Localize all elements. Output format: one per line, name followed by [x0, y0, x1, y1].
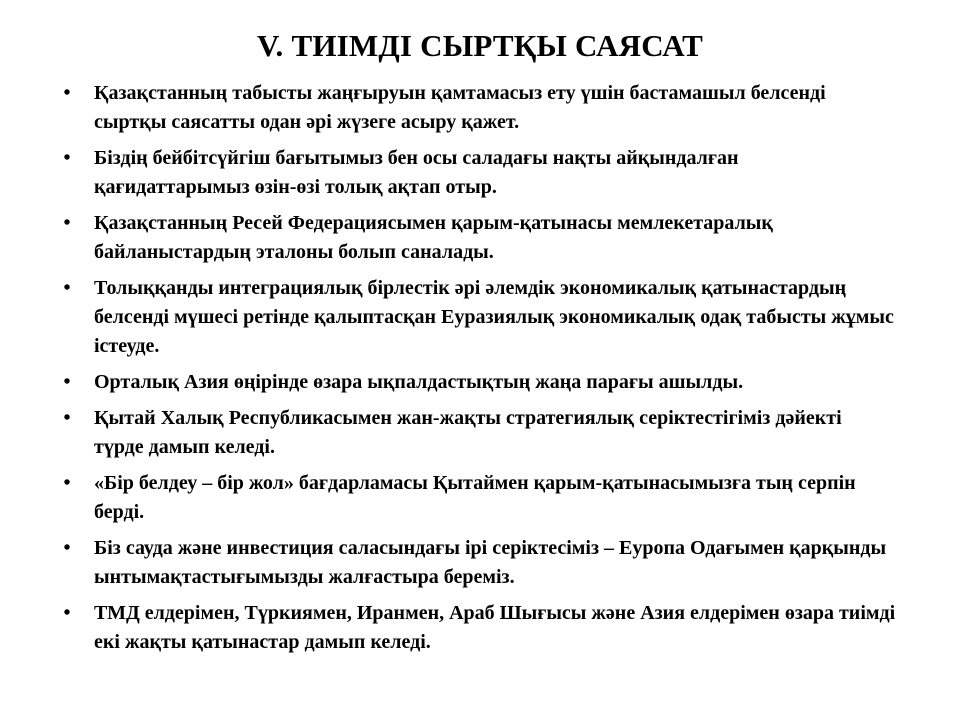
bullet-item [0, 404, 960, 462]
bullet-text: Толыққанды интеграциялық бірлестік әрі әлемдік экономикалық қатынастардың белсенді мүшесі ретінде қалыптасқан Еуразиялық экономикалық одақ табысты жұмыс істеуде. [94, 277, 894, 357]
bullet-dot-icon: • [63, 602, 71, 624]
bullet-dot-icon: • [63, 472, 71, 494]
bullet-text: Қазақстанның табысты жаңғыруын қамтамасыз ету үшін бастамашыл белсенді сыртқы саясатты одан әрі жүзеге асыру қажет. [94, 82, 826, 133]
bullet-text: Орталық Азия өңірінде өзара ықпалдастықтың жаңа парағы ашылды. [94, 371, 744, 393]
bullet-dot-icon: • [63, 212, 71, 234]
bullet-dot-icon: • [63, 537, 71, 559]
bullet-dot-icon: • [63, 277, 71, 299]
bullet-dot-icon: • [63, 147, 71, 169]
bullet-item [0, 469, 960, 527]
bullet-item [0, 534, 960, 592]
bullet-dot-icon: • [63, 407, 71, 429]
bullet-item [0, 274, 960, 361]
bullet-text: Қытай Халық Республикасымен жан-жақты стратегиялық серіктестігіміз дәйекті түрде дамып келеді. [94, 407, 842, 458]
bullet-text: Қазақстанның Ресей Федерациясымен қарым-қатынасы мемлекетаралық байланыстардың эталоны болып саналады. [94, 212, 773, 263]
slide-title: V. ТИІМДІ СЫРТҚЫ САЯСАТ [256, 28, 704, 63]
bullet-text: «Бір белдеу – бір жол» бағдарламасы Қытаймен қарым-қатынасымызға тың серпін берді. [94, 472, 856, 523]
bullet-dot-icon: • [63, 371, 71, 393]
bullet-text: Біз сауда және инвестиция саласындағы ірі серіктесіміз – Еуропа Одағымен қарқынды ынтымақтастығымызды жалғастыра береміз. [94, 537, 887, 588]
bullet-text: Біздің бейбітсүйгіш бағытымыз бен осы саладағы нақты айқындалған қағидаттарымыз өзін-өзі толық ақтап отыр. [94, 147, 739, 198]
bullet-item [0, 368, 960, 397]
bullet-item [0, 599, 960, 657]
bullet-text: ТМД елдерімен, Түркиямен, Иранмен, Араб Шығысы және Азия елдерімен өзара тиімді екі жақты қатынастар дамып келеді. [94, 602, 896, 653]
bullet-list [0, 79, 960, 664]
bullet-item [0, 144, 960, 202]
bullet-dot-icon: • [63, 82, 71, 104]
bullet-item [0, 79, 960, 137]
bullet-item [0, 209, 960, 267]
